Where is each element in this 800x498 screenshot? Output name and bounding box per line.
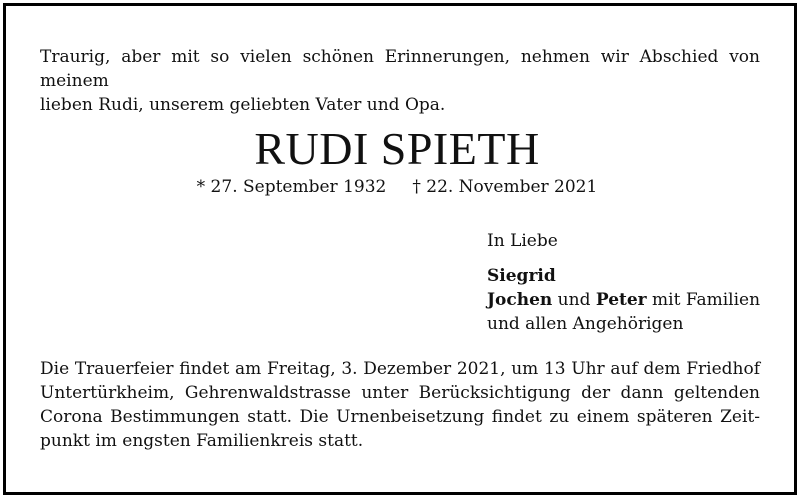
service-line-4: punkt im engsten Familienkreis statt. [40, 431, 364, 451]
birth-date: * 27. September 1932 [196, 177, 387, 197]
in-love-label: In Liebe [487, 231, 558, 251]
and-text: und [552, 290, 596, 310]
service-line-3: Corona Bestimmungen statt. Die Urnenbeisetzung findet zu einem späteren Zeit- [40, 407, 760, 427]
family-signature [487, 229, 760, 336]
intro-line-1: Traurig, aber mit so vielen schönen Erinnerungen, nehmen wir Abschied von meinem [40, 47, 760, 91]
service-info [40, 357, 760, 453]
family-member-jochen: Jochen [487, 290, 553, 310]
family-member-siegrid: Siegrid [487, 266, 556, 286]
family-member-peter: Peter [595, 290, 647, 310]
deceased-name: RUDI SPIETH [254, 123, 540, 174]
service-line-1: Die Trauerfeier findet am Freitag, 3. Dezember 2021, um 13 Uhr auf dem Friedhof [40, 359, 760, 379]
death-date: † 22. November 2021 [412, 177, 598, 197]
service-line-2: Untertürkheim, Gehrenwaldstrasse unter Berücksichtigung der dann geltenden [40, 383, 760, 403]
family-line-children [487, 288, 760, 312]
life-dates [0, 176, 794, 198]
intro-line-2: lieben Rudi, unserem geliebten Vater und Opa. [40, 95, 446, 115]
relatives-line: und allen Angehörigen [487, 314, 684, 334]
intro-text [40, 45, 760, 117]
with-families-text: mit Familien [646, 290, 761, 310]
